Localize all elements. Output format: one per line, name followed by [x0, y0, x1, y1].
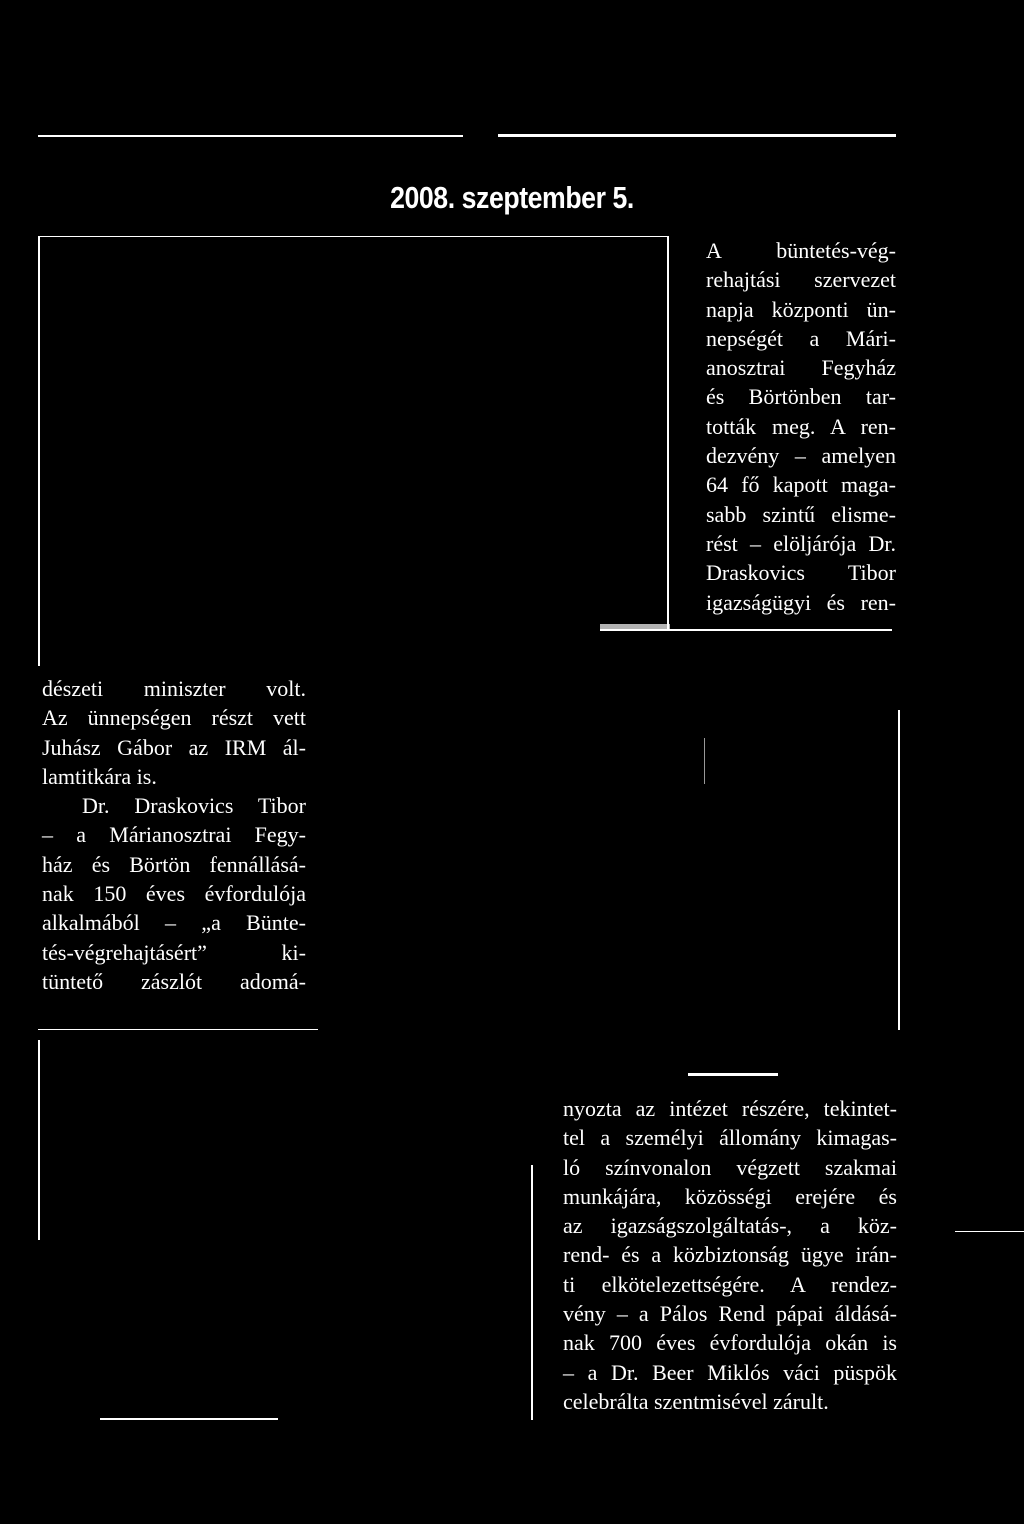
article-column-3 [563, 1094, 897, 1416]
text-line: nak 150 éves évfordulója [42, 881, 306, 907]
text-line: – a Márianosztrai Fegy- [42, 822, 306, 848]
text-line: Az ünnepségen részt vett [42, 705, 306, 731]
text-line: dezvény – amelyen [706, 443, 896, 469]
frame1-top [38, 236, 668, 237]
text-line: nak 700 éves évfordulója okán is [563, 1330, 897, 1356]
text-line: nyozta az intézet részére, tekintet- [563, 1096, 897, 1121]
text-line: tották meg. A ren- [706, 413, 896, 439]
text-line: nepségét a Mári- [706, 325, 896, 351]
scan-speck [600, 624, 670, 630]
text-line: igazságügyi és ren- [706, 589, 896, 615]
frame3-divider [531, 1165, 533, 1420]
text-line: Dr. Draskovics Tibor [82, 793, 306, 819]
text-line: lamtitkára is. [42, 763, 157, 789]
article-column-2 [42, 674, 306, 996]
frame3-top-right [688, 1073, 778, 1076]
text-line: celebrálta szentmisével zárult. [563, 1388, 829, 1414]
text-line: tel a személyi állomány kimagas- [563, 1125, 897, 1151]
frame1-left [38, 236, 40, 666]
text-line: vény – a Pálos Rend pápai áldásá- [563, 1301, 897, 1327]
text-line: és Börtönben tar- [706, 384, 896, 410]
text-line: rést – elöljárója Dr. [706, 530, 896, 556]
article-column-1 [706, 236, 896, 617]
page-date: 2008. szeptember 5. [390, 180, 634, 215]
text-line: rehajtási szervezet [706, 267, 896, 293]
text-line: ti elkötelezettségére. A rendez- [563, 1271, 897, 1297]
text-line: anosztrai Fegyház [706, 355, 896, 381]
text-line: alkalmából – „a Bünte- [42, 910, 306, 936]
text-line: A büntetés-vég- [706, 238, 896, 263]
text-line: ló színvonalon végzett szakmai [563, 1154, 897, 1180]
text-line: ház és Börtön fennállásá- [42, 851, 306, 877]
text-line: napja központi ün- [706, 296, 896, 322]
frame2-mark [704, 738, 705, 784]
text-line: Draskovics Tibor [706, 560, 896, 586]
frame2-right [898, 710, 900, 1030]
frame1-right [667, 236, 669, 631]
text-line: munkájára, közösségi erejére és [563, 1183, 897, 1209]
text-line: tüntető zászlót adomá- [42, 968, 306, 994]
top-rule-left [38, 135, 463, 137]
text-line: sabb szintű elisme- [706, 501, 896, 527]
frame3-edge-rule [955, 1231, 1024, 1232]
text-line: Juhász Gábor az IRM ál- [42, 734, 306, 760]
frame3-left [38, 1040, 40, 1240]
top-rule-right [498, 134, 896, 137]
text-line: az igazságszolgáltatás-, a köz- [563, 1213, 897, 1239]
text-line: rend- és a közbiztonság ügye irán- [563, 1242, 897, 1268]
text-line: – a Dr. Beer Miklós váci püspök [563, 1359, 897, 1385]
text-line: tés-végrehajtásért” ki- [42, 939, 306, 965]
text-line: 64 fő kapott maga- [706, 472, 896, 498]
text-line: dészeti miniszter volt. [42, 676, 306, 701]
frame2-bottom-left [38, 1029, 318, 1030]
frame3-bottom [100, 1418, 278, 1420]
